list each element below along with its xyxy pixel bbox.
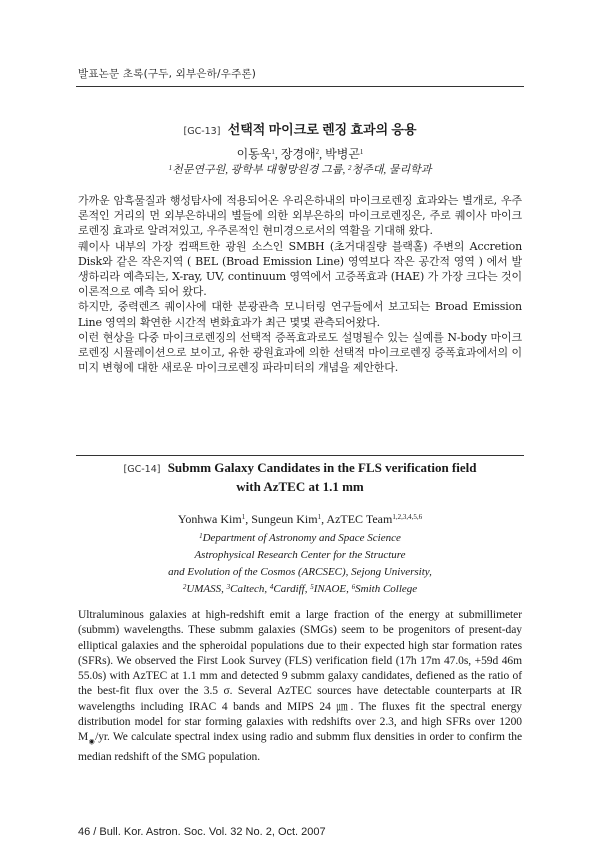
author-separator: , — [321, 512, 327, 526]
abstract-title — [78, 121, 522, 140]
running-header: 발표논문 초록(구두, 외부은하/우주론) — [78, 68, 257, 80]
affiliation-line: $^1$천문연구원, 광학부 대형망원경 그룹, $^2$청주대, 물리학과 — [168, 164, 432, 176]
author-sup: 1 — [241, 513, 246, 521]
author-list — [78, 511, 522, 527]
solar-mass-subscript: ◉ — [88, 737, 96, 746]
affil-sup: 4 — [269, 583, 274, 591]
abstract-paragraph — [78, 608, 522, 765]
abstract-paragraph: 퀘이사 내부의 가장 컴팩트한 광원 소스인 SMBH (초거대질량 블랙홀) 주변의 Accretion Disk와 같은 작은지역 ( BEL (Broad Emission Line) 영역보다 작은 공간적 영역 ) 에서 발생하리라 예측되는, X-ray, UV, continuum 영역에서 고증폭효과 (HAE) 가 가장 크다는 것이 이론적으로 예측 되어 왔다. — [78, 239, 522, 299]
affil-text: Smith College — [355, 583, 418, 595]
abstract-title-text: 선택적 마이크로 렌징 효과의 응용 — [227, 122, 417, 137]
body-text: /yr. We calculate spectral index using radio and submm flux densities in order to confirm the median redshift of the SMG population. — [78, 731, 522, 763]
abstract-title-line2: with AzTEC at 1.1 mm — [236, 479, 364, 494]
page-footer: 46 / Bull. Kor. Astron. Soc. Vol. 32 No. 2, Oct. 2007 — [78, 826, 326, 838]
abstract-gc13-body — [78, 193, 522, 375]
affil-text: 천문연구원, 광학부 대형망원경 그룹 — [172, 164, 343, 176]
affil-text: INAOE — [313, 583, 347, 595]
author-name: 장경애 — [280, 147, 316, 161]
abstract-paragraph: 하지만, 중력렌즈 퀘이사에 대한 분광관측 모니터링 연구들에서 보고되는 Broad Emission Line 영역의 확연한 시간적 변화효과가 최근 몇몇 관측되어왔다. — [78, 300, 522, 329]
author-list: 이동욱$^1$, 장경애$^2$, 박병곤$^1$ — [236, 147, 364, 161]
affil-sup: 1 — [168, 164, 173, 172]
abstract-code: [GC-14] — [123, 464, 161, 475]
author-sup: 1 — [271, 148, 275, 156]
affiliation-line: $^1$Department of Astronomy and Space Science — [199, 532, 401, 544]
affiliation-line: Astrophysical Research Center for the Structure — [194, 549, 406, 561]
affil-sup: 6 — [351, 583, 356, 591]
author-name: Yonhwa Kim — [177, 512, 242, 526]
author-name: AzTEC Team — [326, 512, 393, 526]
abstract-gc13-authors — [78, 146, 522, 179]
affil-text: Caltech — [230, 583, 265, 595]
affil-sup: 3 — [226, 583, 231, 591]
affiliation-institutions: $^2$UMASS, $^3$Caltech, $^4$Cardiff, $^5$INAOE, $^6$Smith College — [182, 583, 418, 595]
affil-text: UMASS — [186, 583, 222, 595]
abstract-code: [GC-13] — [183, 126, 221, 137]
abstract-gc13 — [78, 121, 522, 140]
affil-text: 청주대, 물리학과 — [351, 164, 432, 176]
abstract-title-text: Submm Galaxy Candidates in the FLS verification field — [167, 460, 477, 475]
author-name: 박병곤 — [325, 147, 360, 161]
affil-sup: 2 — [348, 164, 352, 172]
body-text: Ultraluminous galaxies at high-redshift emit a large fraction of the energy at submillimeter (submm) wavelengths. These submm galaxies (SMGs) seem to be progenitors of present-day elliptical galaxies and the spheroidal populations due to their expected high star formation rates (SFRs). We observed the First Look Survey (FLS) verification field (17h 17m 47.0s, +59d 46m 55.0s) with AzTEC at 1.1 mm and detected 9 submm galaxy candidates, defiened as the ratio of the best-fit flux over the 3.5 σ. Several AzTEC sources have detectable counterparts at IR wavelengths including IRAC 4 bands and MIPS 24 ㎛. The fluxes fit the spectral energy distribution model for star forming galaxies with redshifts over 2.3, and high SFRs over 1200 M — [78, 609, 522, 744]
abstract-gc14-body — [78, 608, 522, 765]
affil-text: Department of Astronomy and Space Science — [202, 532, 401, 544]
author-sup: 1 — [317, 513, 322, 521]
affil-text: Cardiff — [273, 583, 305, 595]
abstract-gc14-authors — [78, 511, 522, 598]
author-sup: 1,2,3,4,5,6 — [392, 513, 423, 521]
author-name: 이동욱 — [236, 147, 272, 161]
section-divider — [76, 455, 524, 456]
affil-sup: 5 — [310, 583, 314, 591]
affil-sup: 2 — [182, 583, 187, 591]
abstract-title — [78, 459, 522, 478]
author-separator: , — [245, 512, 252, 526]
abstract-paragraph: 이런 현상을 다중 마이크로렌징의 선택적 증폭효과로도 설명될수 있는 실예를 N-body 마이크로렌징 시뮬레이션으로 보이고, 유한 광원효과에 의한 선택적 마이크로렌징 증폭효과에서의 이미지 변형에 대한 새로운 마이크로렌징 파라미터의 개념을 제안한다. — [78, 330, 522, 375]
abstract-paragraph: 가까운 암흑물질과 행성탐사에 적용되어온 우리은하내의 마이크로렌징 효과와는 별개로, 우주론적인 거리의 먼 외부은하내의 별들에 의한 외부은하의 마이크로렌징은, 주로 퀘이사 마이크로렌징 효과로 알려져있고, 우주론적인 현미경으로서의 역활을 기대해 왔다. — [78, 194, 522, 238]
author-name: Sungeun Kim — [251, 512, 318, 526]
header-rule — [76, 86, 524, 87]
abstract-gc14 — [78, 459, 522, 495]
author-sup: 1 — [359, 148, 364, 156]
affiliation-line: and Evolution of the Cosmos (ARCSEC), Sejong University, — [168, 566, 432, 578]
author-sup: 2 — [315, 148, 320, 156]
